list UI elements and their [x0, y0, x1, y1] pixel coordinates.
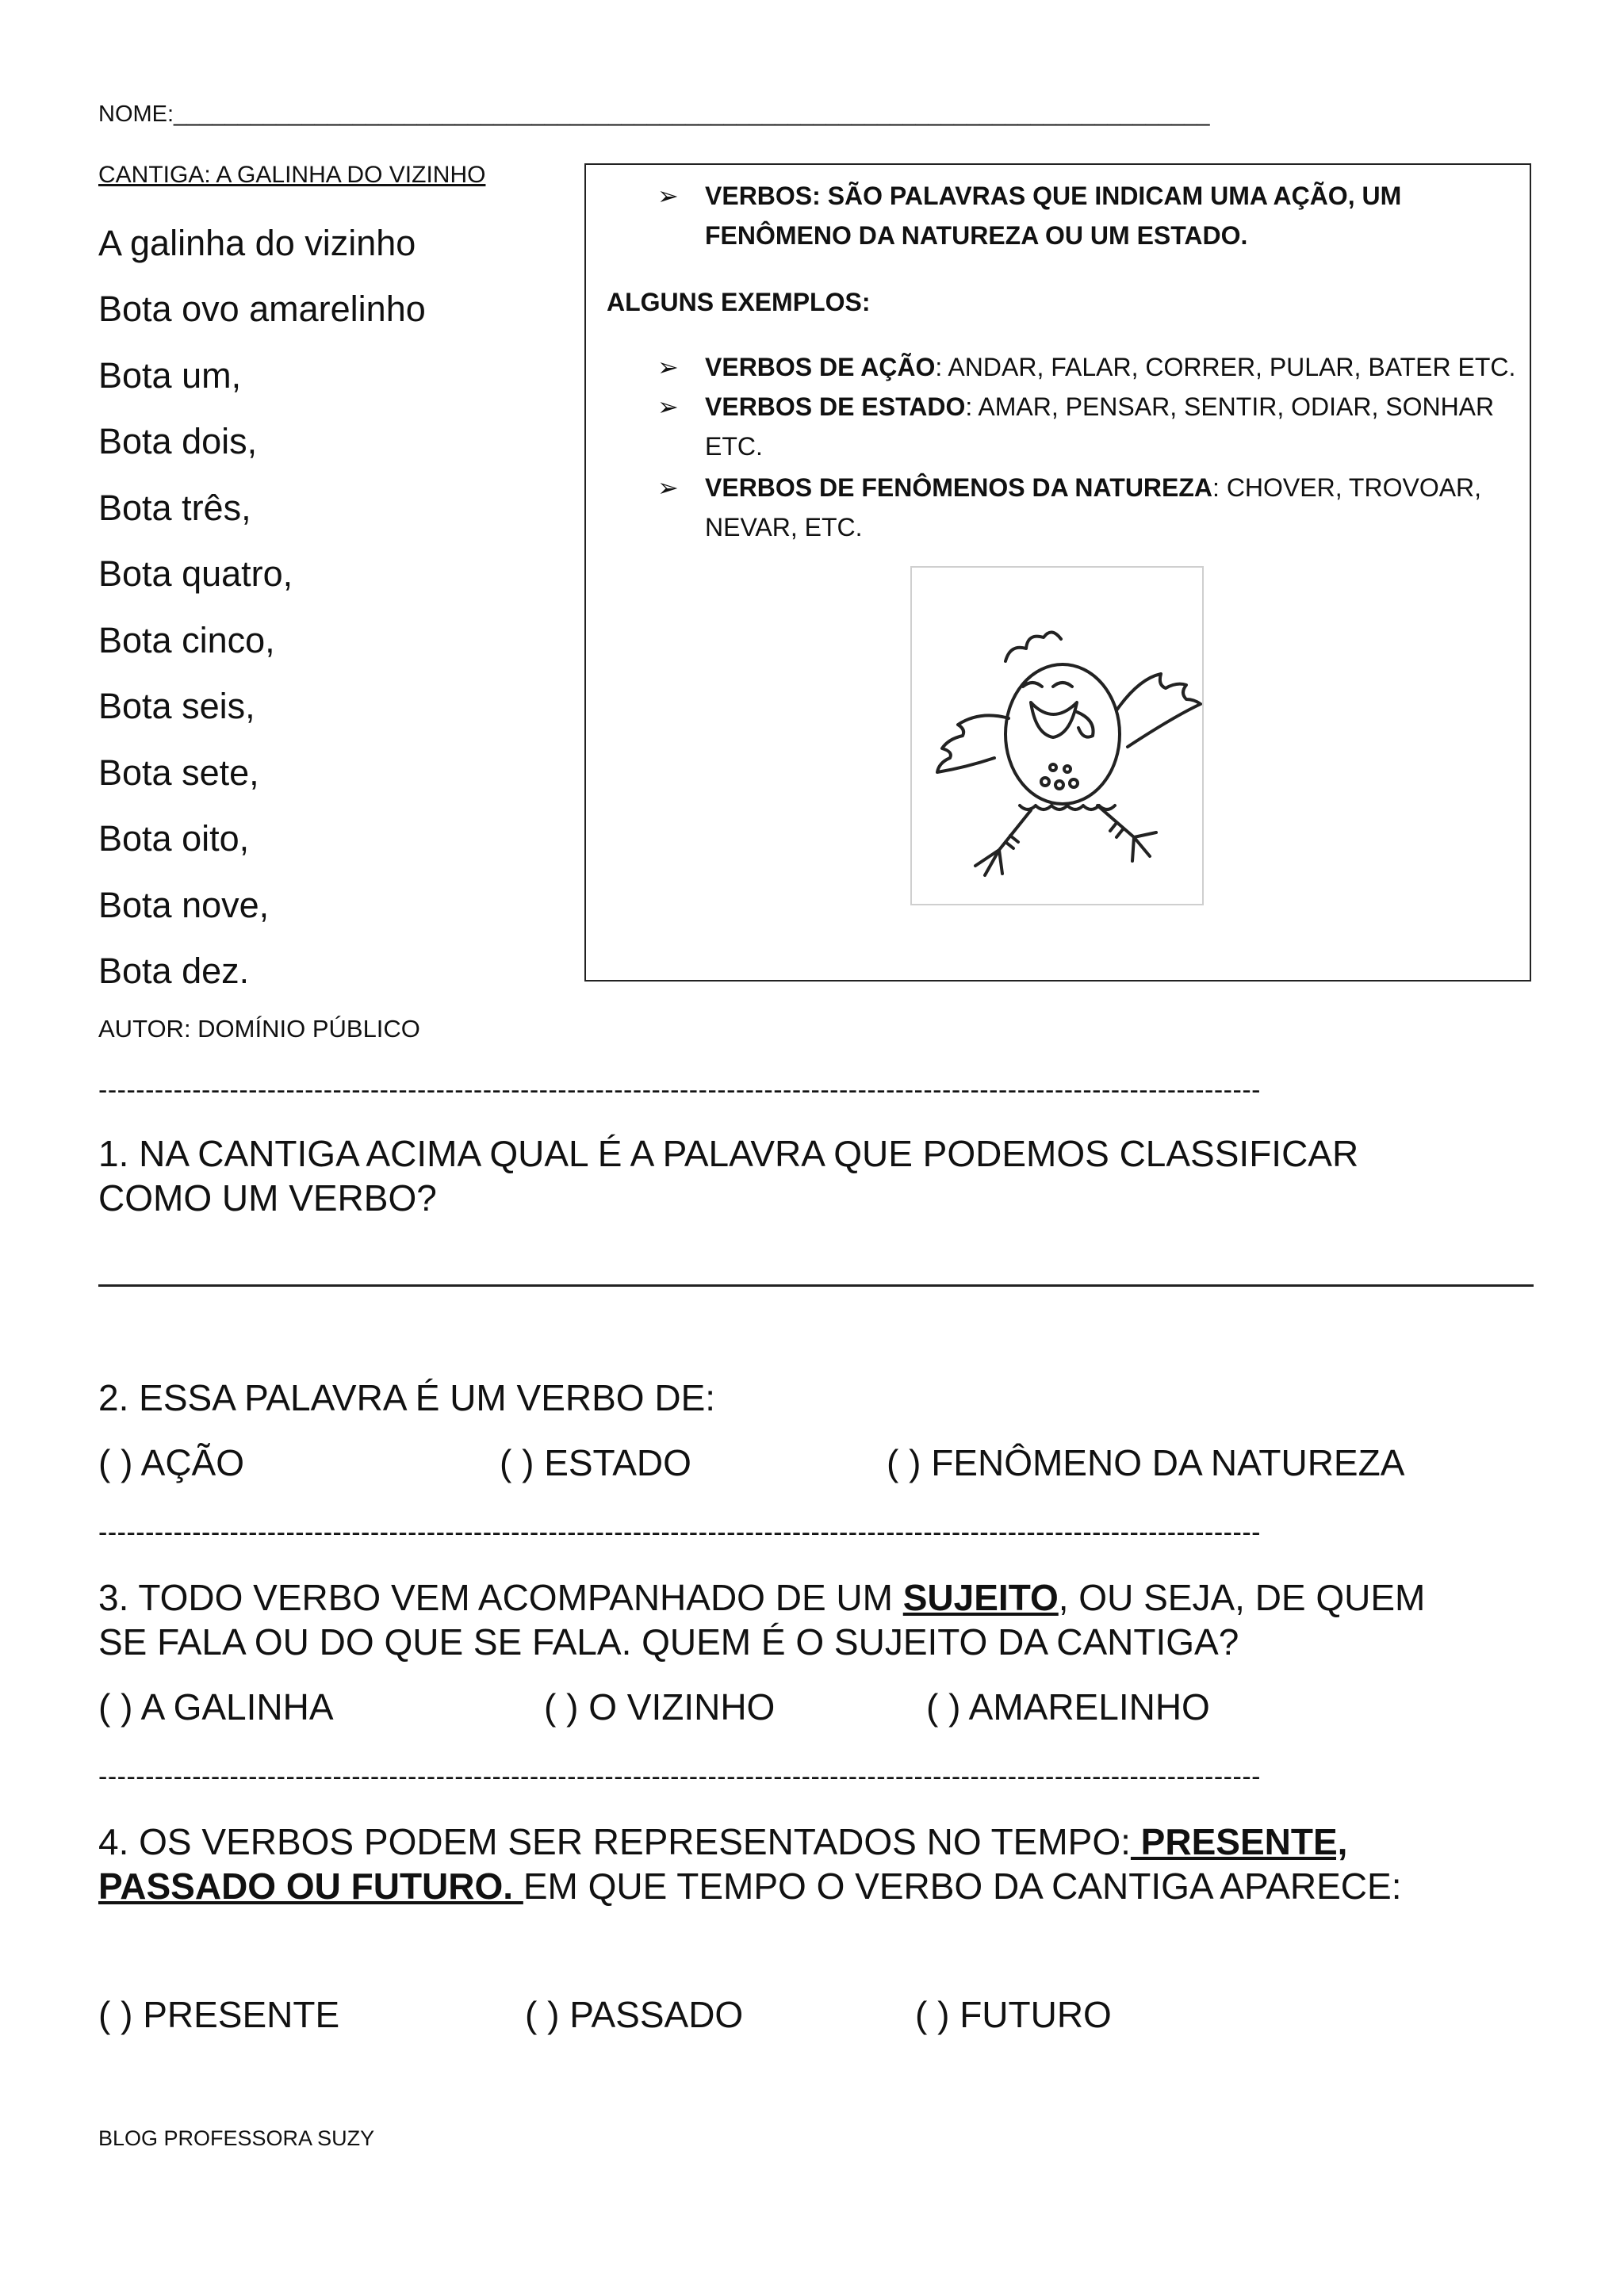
sujeito-keyword: SUJEITO — [902, 1577, 1059, 1618]
separator: ---------------------------------------------------------------------------------------------------------------------------- — [98, 1517, 1261, 1548]
question-text: , OU SEJA, DE QUEM — [1058, 1577, 1426, 1618]
answer-line[interactable] — [98, 1284, 1534, 1287]
examples-title: ALGUNS EXEMPLOS: — [607, 288, 871, 316]
example-text: NEVAR, ETC. — [705, 513, 863, 541]
song-author: AUTOR: DOMÍNIO PÚBLICO — [98, 1015, 420, 1043]
song-verse: Bota dez. — [98, 951, 250, 991]
arrow-bullet-icon: ➢ — [657, 353, 679, 381]
question-text: 4. OS VERBOS PODEM SER REPRESENTADOS NO TEMPO: — [98, 1821, 1131, 1862]
verb-definition-box — [584, 163, 1531, 982]
arrow-bullet-icon: ➢ — [657, 392, 679, 421]
song-title: CANTIGA: A GALINHA DO VIZINHO — [98, 162, 486, 188]
question-4 — [98, 1820, 1347, 1863]
song-verse: Bota um, — [98, 355, 242, 396]
option-acao[interactable]: ( ) AÇÃO — [98, 1442, 245, 1483]
song-verse: Bota ovo amarelinho — [98, 289, 426, 329]
question-2: 2. ESSA PALAVRA É UM VERBO DE: — [98, 1377, 716, 1418]
question-3: SE FALA OU DO QUE SE FALA. QUEM É O SUJEITO DA CANTIGA? — [98, 1621, 1239, 1663]
example-acao — [705, 347, 1515, 387]
separator: ---------------------------------------------------------------------------------------------------------------------------- — [98, 1075, 1261, 1105]
example-label: VERBOS DE ESTADO — [705, 392, 966, 421]
definition-line: VERBOS: SÃO PALAVRAS QUE INDICAM UMA AÇÃO, UM — [705, 182, 1402, 210]
song-verse: A galinha do vizinho — [98, 223, 416, 263]
example-text: ETC. — [705, 432, 763, 461]
song-verse: Bota sete, — [98, 752, 259, 793]
song-verse: Bota cinco, — [98, 620, 275, 660]
example-label: VERBOS DE AÇÃO — [705, 353, 936, 381]
question-1: 1. NA CANTIGA ACIMA QUAL É A PALAVRA QUE PODEMOS CLASSIFICAR — [98, 1133, 1359, 1174]
tense-keyword: PRESENTE, — [1130, 1821, 1348, 1862]
question-1: COMO UM VERBO? — [98, 1177, 437, 1219]
song-verse: Bota seis, — [98, 686, 255, 726]
option-passado[interactable]: ( ) PASSADO — [525, 1994, 744, 2035]
question-4 — [98, 1865, 1402, 1908]
song-verse: Bota quatro, — [98, 553, 293, 594]
example-text: : CHOVER, TROVOAR, — [1212, 473, 1482, 502]
chicken-illustration — [910, 566, 1204, 905]
chicken-icon — [912, 568, 1202, 904]
footer-credit: BLOG PROFESSORA SUZY — [98, 2126, 375, 2150]
definition-line: FENÔMENO DA NATUREZA OU UM ESTADO. — [705, 221, 1248, 250]
option-amarelinho[interactable]: ( ) AMARELINHO — [926, 1686, 1210, 1728]
question-3 — [98, 1576, 1425, 1619]
option-estado[interactable]: ( ) ESTADO — [500, 1442, 691, 1483]
song-verse: Bota oito, — [98, 818, 250, 859]
option-o-vizinho[interactable]: ( ) O VIZINHO — [544, 1686, 776, 1728]
option-futuro[interactable]: ( ) FUTURO — [915, 1994, 1112, 2035]
option-a-galinha[interactable]: ( ) A GALINHA — [98, 1686, 334, 1728]
option-presente[interactable]: ( ) PRESENTE — [98, 1994, 340, 2035]
option-fenomeno[interactable]: ( ) FENÔMENO DA NATUREZA — [887, 1442, 1405, 1483]
arrow-bullet-icon: ➢ — [657, 182, 679, 210]
example-text: : ANDAR, FALAR, CORRER, PULAR, BATER ETC. — [935, 353, 1516, 381]
song-verse: Bota nove, — [98, 885, 270, 925]
name-field-label[interactable]: NOME:_________________________________________________________________________________ — [98, 101, 1210, 127]
example-fenomeno — [705, 468, 1481, 507]
example-text: : AMAR, PENSAR, SENTIR, ODIAR, SONHAR — [965, 392, 1495, 421]
song-verse: Bota dois, — [98, 421, 258, 461]
tense-keyword: PASSADO OU FUTURO. — [98, 1866, 523, 1907]
arrow-bullet-icon: ➢ — [657, 473, 679, 502]
separator: ---------------------------------------------------------------------------------------------------------------------------- — [98, 1762, 1261, 1792]
example-label: VERBOS DE FENÔMENOS DA NATUREZA — [705, 473, 1213, 502]
example-estado — [705, 387, 1494, 427]
question-text: 3. TODO VERBO VEM ACOMPANHADO DE UM — [98, 1577, 903, 1618]
question-text: EM QUE TEMPO O VERBO DA CANTIGA APARECE: — [523, 1866, 1402, 1907]
song-verse: Bota três, — [98, 488, 251, 528]
